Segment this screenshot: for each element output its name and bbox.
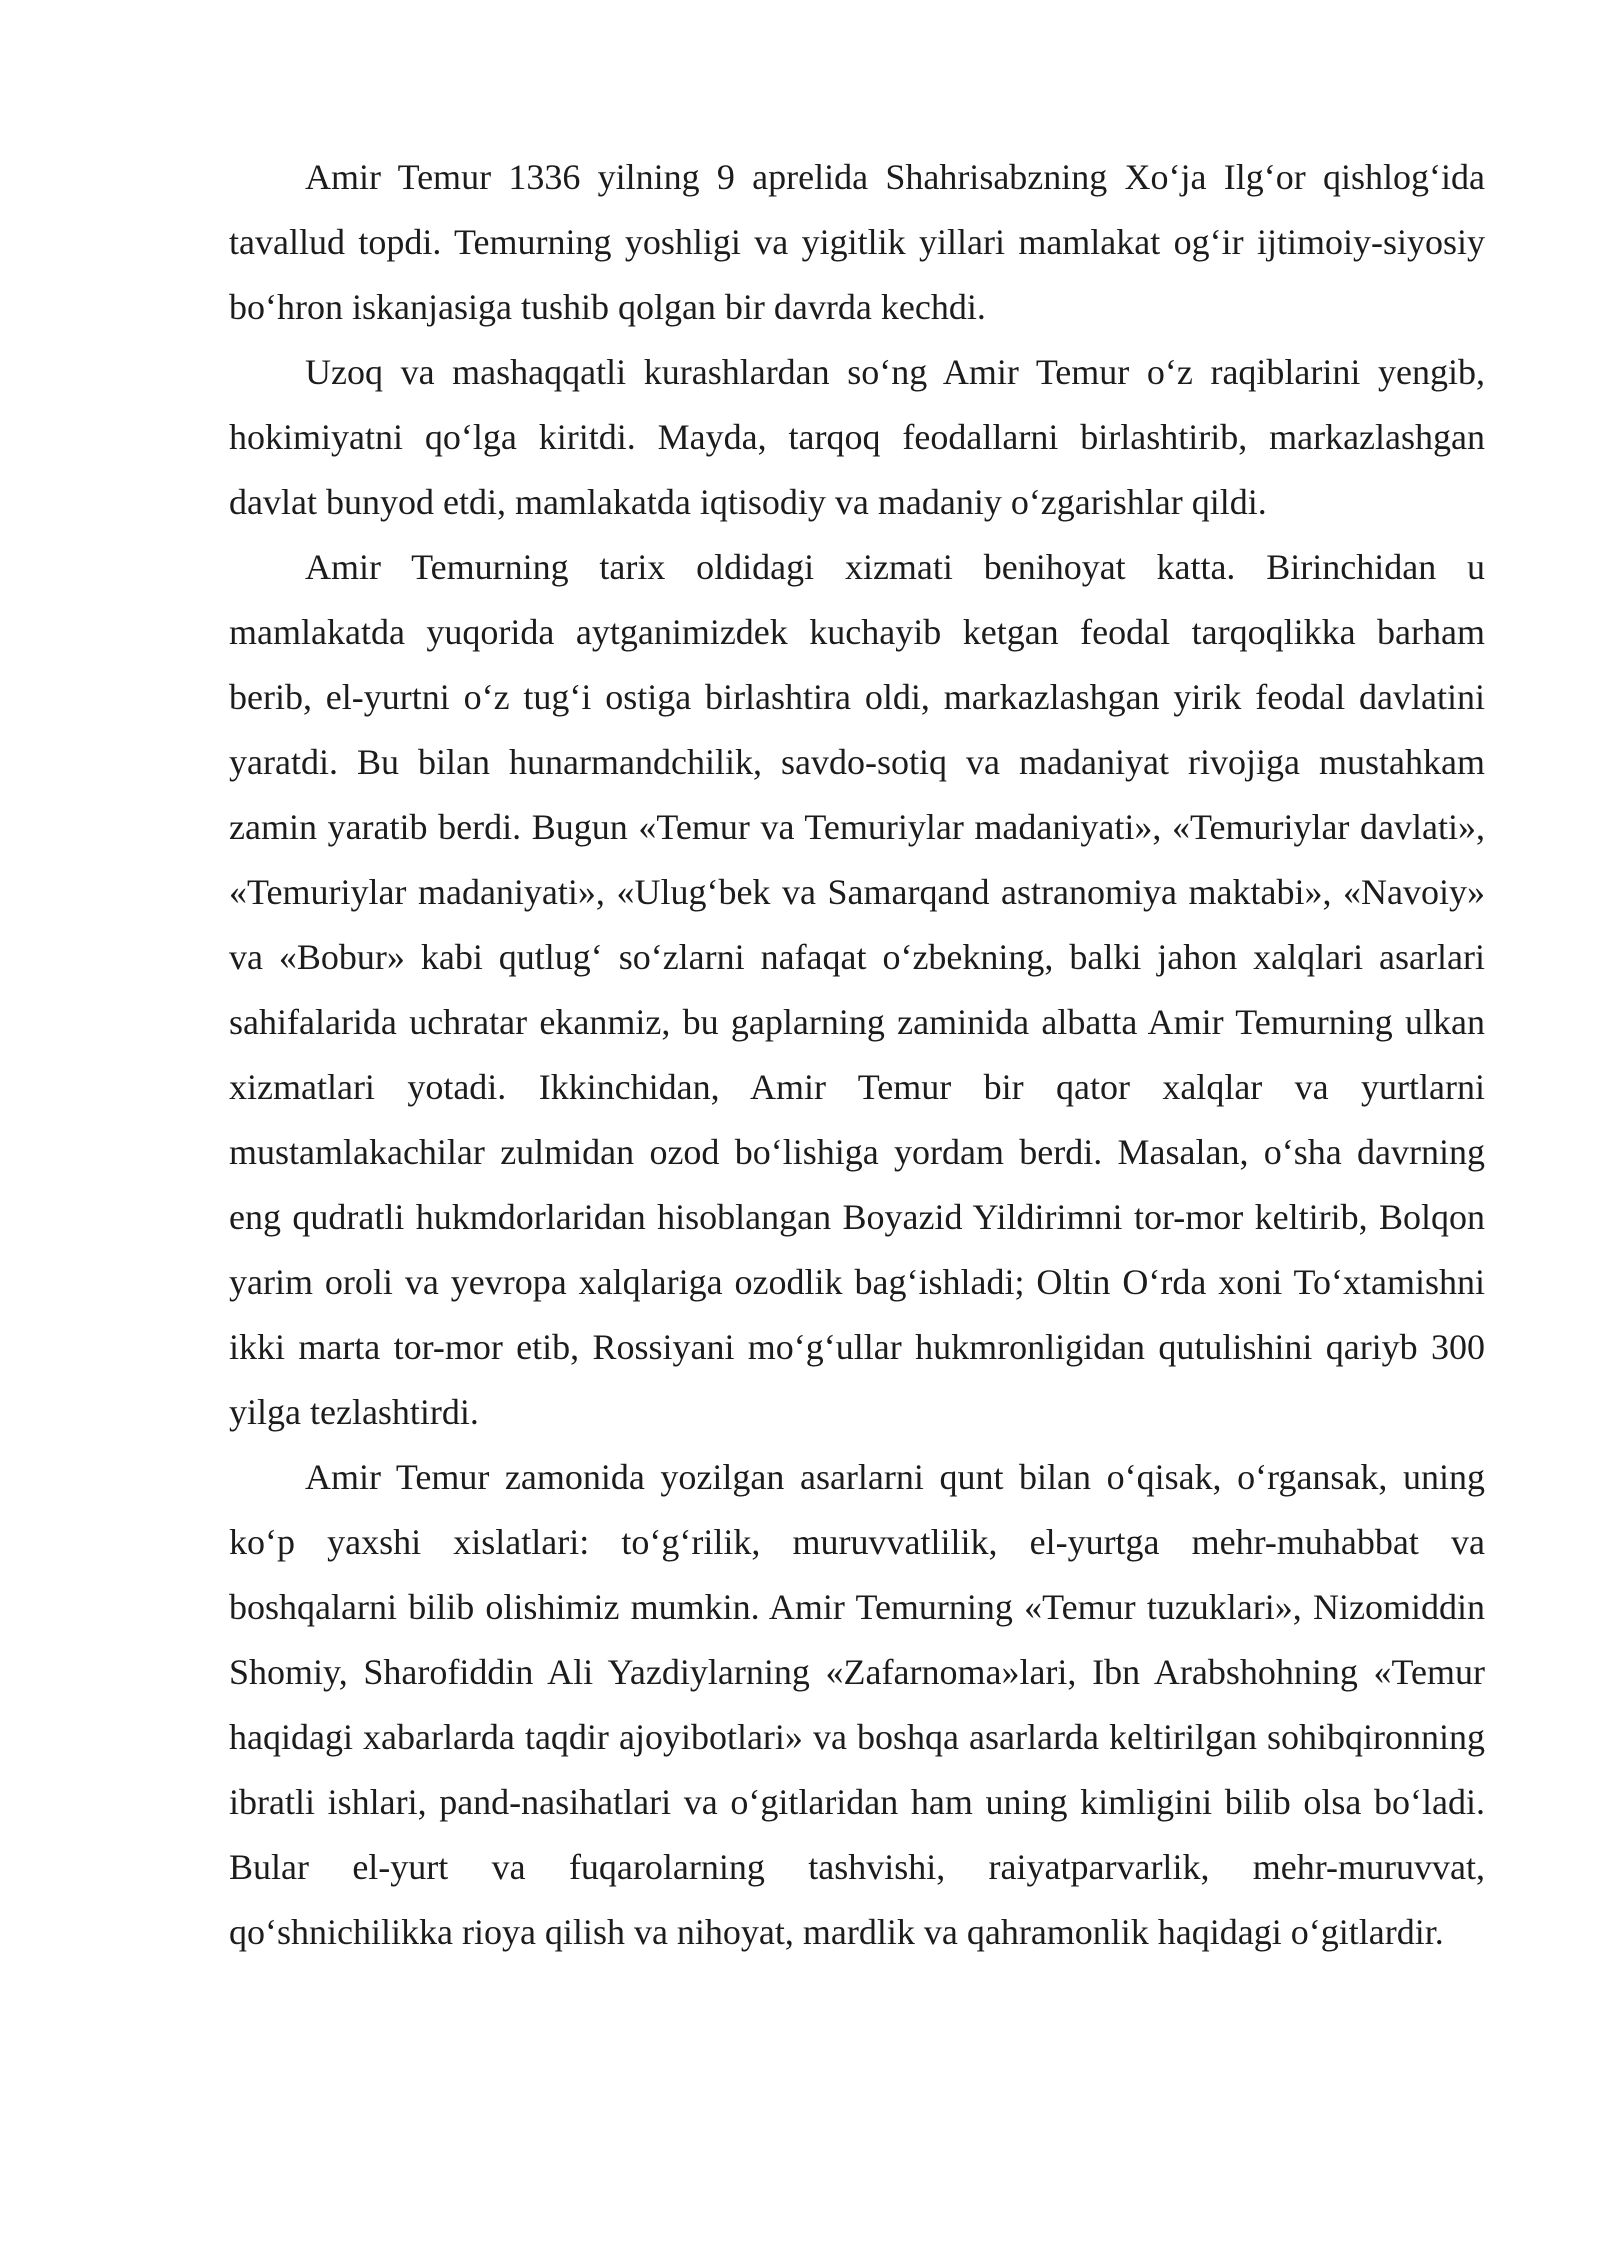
paragraph-4: Amir Temur zamonida yozilgan asarlarni qunt bilan o‘qisak, o‘rgansak, uning ko‘p yaxshi xislatlari: to‘g‘rilik, muruvvatlilik, el-yurtga mehr-muhabbat va boshqalarni bilib olishimiz mumkin. Amir Temurning «Temur tuzuklari», Nizomiddin Shomiy, Sharofiddin Ali Yazdiylarning «Zafarnoma»lari, Ibn Arabshohning «Temur haqidagi xabarlarda taqdir ajoyibotlari» va boshqa asarlarda keltirilgan sohibqironning ibratli ishlari, pand-nasihatlari va o‘gitlaridan ham uning kimligini bilib olsa bo‘ladi. Bular el-yurt va fuqarolarning tashvishi, raiyatparvarlik, mehr-muruvvat, qo‘shnichilikka rioya qilish va nihoyat, mardlik va qahramonlik haqidagi o‘gitlardir. [229, 1457, 1485, 1952]
paragraph-1: Amir Temur 1336 yilning 9 aprelida Shahrisabzning Xo‘ja Ilg‘or qishlog‘ida tavallud topdi. Temurning yoshligi va yigitlik yillari mamlakat og‘ir ijtimoiy-siyosiy bo‘hron iskanjasiga tushib qolgan bir davrda kechdi. [229, 157, 1485, 327]
document-body [229, 145, 1485, 1965]
paragraph-2: Uzoq va mashaqqatli kurashlardan so‘ng Amir Temur o‘z raqiblarini yengib, hokimiyatni qo‘lga kiritdi. Mayda, tarqoq feodallarni birlashtirib, markazlashgan davlat bunyod etdi, mamlakatda iqtisodiy va madaniy o‘zgarishlar qildi. [229, 352, 1485, 522]
paragraph-3: Amir Temurning tarix oldidagi xizmati benihoyat katta. Birinchidan u mamlakatda yuqorida aytganimizdek kuchayib ketgan feodal tarqoqlikka barham berib, el-yurtni o‘z tug‘i ostiga birlashtira oldi, markazlashgan yirik feodal davlatini yaratdi. Bu bilan hunarmandchilik, savdo-sotiq va madaniyat rivojiga mustahkam zamin yaratib berdi. Bugun «Temur va Temuriylar madaniyati», «Temuriylar davlati», «Temuriylar madaniyati», «Ulug‘bek va Samarqand astranomiya maktabi», «Navoiy» va «Bobur» kabi qutlug‘ so‘zlarni nafaqat o‘zbekning, balki jahon xalqlari asarlari sahifalarida uchratar ekanmiz, bu gaplarning zaminida albatta Amir Temurning ulkan xizmatlari yotadi. Ikkinchidan, Amir Temur bir qator xalqlar va yurtlarni mustamlakachilar zulmidan ozod bo‘lishiga yordam berdi. Masalan, o‘sha davrning eng qudratli hukmdorlaridan hisoblangan Boyazid Yildirimni tor-mor keltirib, Bolqon yarim oroli va yevropa xalqlariga ozodlik bag‘ishladi; Oltin O‘rda xoni To‘xtamishni ikki marta tor-mor etib, Rossiyani mo‘g‘ullar hukmronligidan qutulishini qariyb 300 yilga tezlashtirdi. [229, 547, 1485, 1432]
